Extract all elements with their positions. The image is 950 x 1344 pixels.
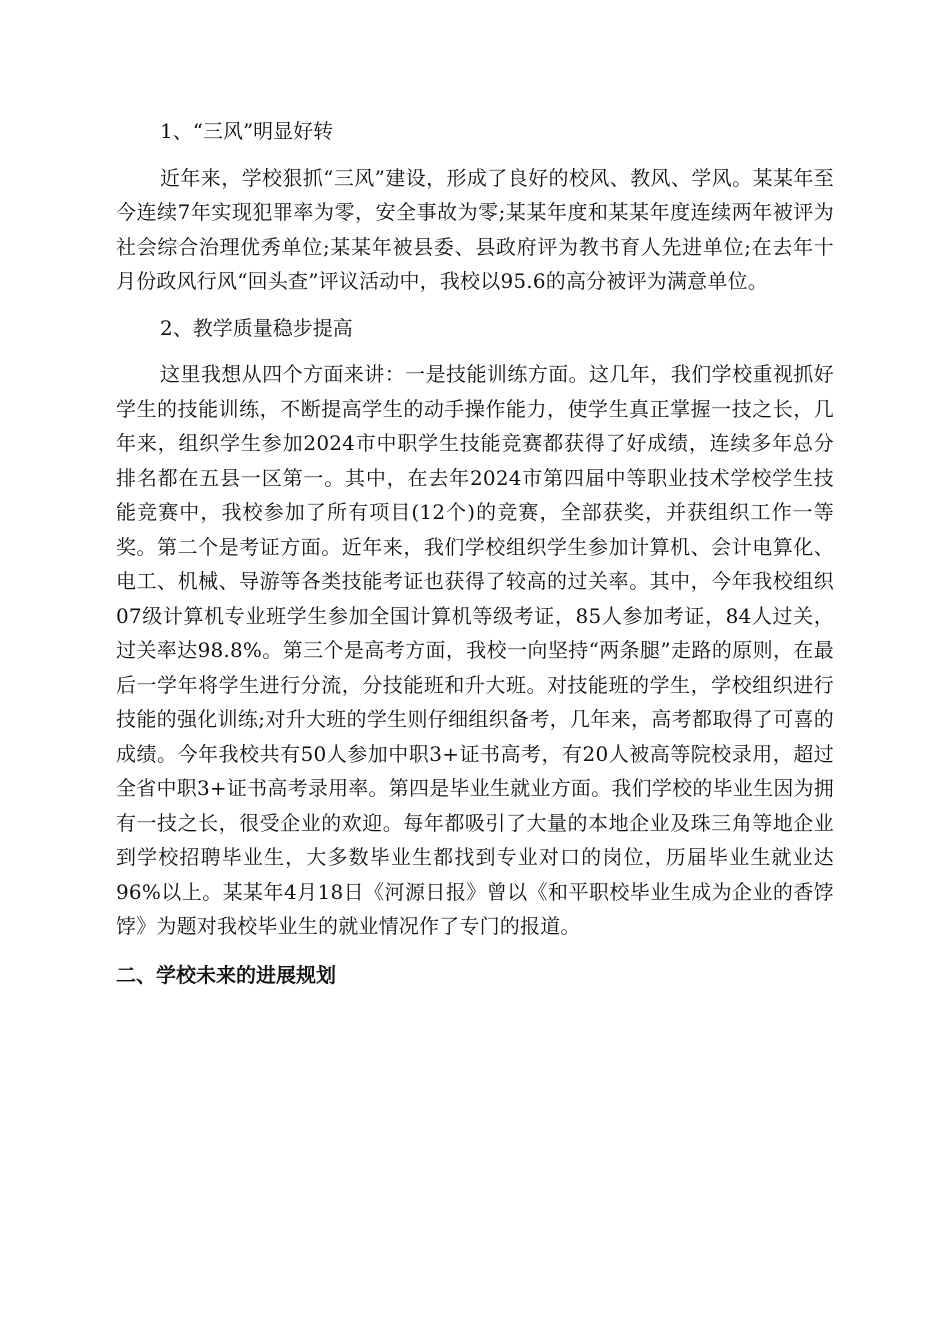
subsection-heading-teaching-quality: 2、教学质量稳步提高 — [160, 315, 353, 340]
document-body — [116, 114, 834, 992]
subsection-heading-three-styles: 1、“三风”明显好转 — [160, 119, 334, 143]
paragraph-three-styles: 近年来，学校狠抓“三风”建设，形成了良好的校风、教风、学风。某某年至今连续7年实现犯罪率为零，安全事故为零;某某年度和某某年度连续两年被评为社会综合治理优秀单位;某某年被县委、县政府评为教书育人先进单位;在去年十月份政风行风“回头查”评议活动中，我校以95.6的高分被评为满意单位。 — [116, 165, 834, 293]
section-heading-future-plan: 二、学校未来的进展规划 — [116, 962, 336, 987]
paragraph-teaching-quality: 这里我想从四个方面来讲：一是技能训练方面。这几年，我们学校重视抓好学生的技能训练，不断提高学生的动手操作能力，使学生真正掌握一技之长，几年来，组织学生参加2024市中职学生技能竞赛都获得了好成绩，连续多年总分排名都在五县一区第一。其中，在去年2024市第四届中等职业技术学校学生技能竞赛中，我校参加了所有项目(12个)的竞赛，全部获奖，并获组织工作一等奖。第二个是考证方面。近年来，我们学校组织学生参加计算机、会计电算化、电工、机械、导游等各类技能考证也获得了较高的过关率。其中，今年我校组织07级计算机专业班学生参加全国计算机等级考证，85人参加考证，84人过关，过关率达98.8%。第三个是高考方面，我校一向坚持“两条腿”走路的原则，在最后一学年将学生进行分流，分技能班和升大班。对技能班的学生，学校组织进行技能的强化训练;对升大班的学生则仔细组织备考，几年来，高考都取得了可喜的成绩。今年我校共有50人参加中职3+证书高考，有20人被高等院校录用，超过全省中职3+证书高考录用率。第四是毕业生就业方面。我们学校的毕业生因为拥有一技之长，很受企业的欢迎。每年都吸引了大量的本地企业及珠三角等地企业到学校招聘毕业生，大多数毕业生都找到专业对口的岗位，历届毕业生就业达96%以上。某某年4月18日《河源日报》曾以《和平职校毕业生成为企业的香饽饽》为题对我校毕业生的就业情况作了专门的报道。 — [116, 362, 834, 938]
